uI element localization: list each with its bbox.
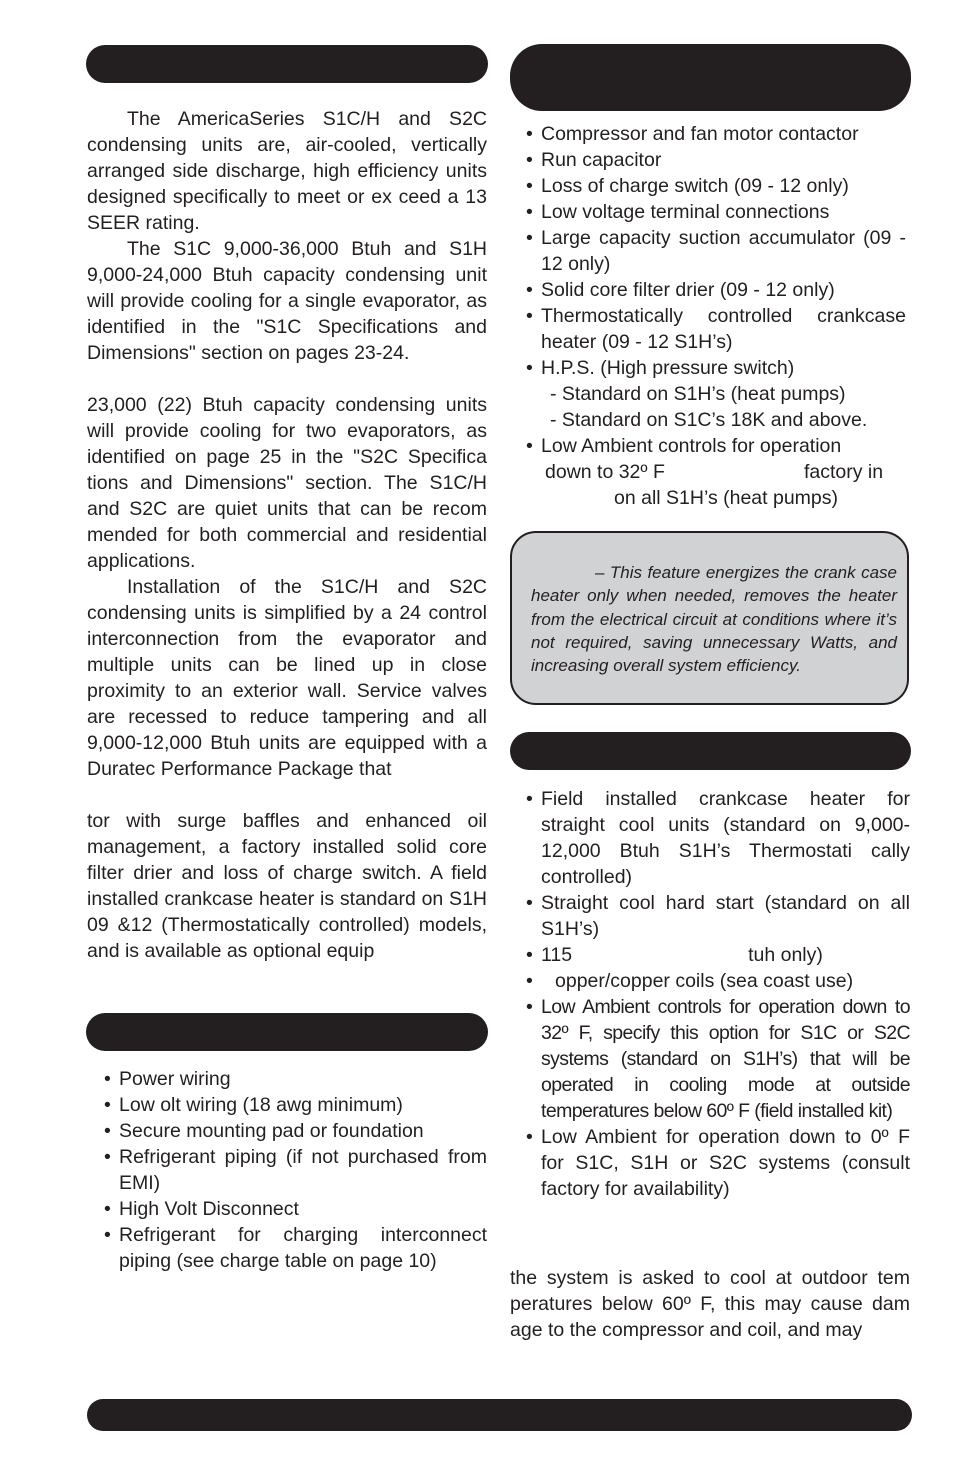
intro-paragraph-1: The AmericaSeries S1C/H and S2C condensing units are, air-cooled, vertically arranged side discharge, high efficiency units designed specifically to meet or ex ceed a 13 SEER rating. — [87, 108, 487, 234]
section-header-bar-standard-features — [510, 44, 911, 111]
note-text: – This feature energizes the crank case heater only when needed, removes the heater from the electrical circuit at conditions where it’s not required, saving unnecessary Watts, and increasing overall system efficiency. — [531, 563, 897, 676]
low-ambient-line-3: on all S1H’s (heat pumps) — [614, 487, 839, 509]
list-item: • Power wiring — [104, 1066, 487, 1092]
low-ambient-line-2b: factory in — [804, 461, 884, 483]
list-item: • Field installed crankcase heater for straight cool units (standard on 9,000-12,000 Btuh S1H’s Thermostati cally controlled) — [526, 786, 910, 890]
option-115-part-a: 115 — [541, 944, 573, 966]
section-header-bar-field-supplied — [86, 1013, 488, 1051]
option-115-part-b: tuh only) — [748, 944, 823, 966]
footer-bar — [87, 1399, 912, 1431]
standard-features-section — [526, 121, 906, 511]
low-ambient-line-2a: down to 32º F — [545, 461, 665, 483]
hps-sub-item: - Standard on S1C’s 18K and above. — [550, 409, 868, 431]
list-item: • Low Ambient for operation down to 0º F for S1C, S1H or S2C systems (consult factory for availability) — [526, 1124, 910, 1202]
list-item: • Solid core filter drier (09 - 12 only) — [526, 277, 906, 303]
intro-paragraph-3: 23,000 (22) Btuh capacity condensing units will provide cooling for two evaporators, as identified on page 25 in the "S2C Specifica tions and Dimensions" section. The S1C/H and S2C are quiet units that can be recom mended for both commercial and residential applications. — [87, 394, 487, 572]
list-item: • Thermostatically controlled crankcase heater (09 - 12 S1H’s) — [526, 303, 906, 355]
intro-paragraph-2: The S1C 9,000-36,000 Btuh and S1H 9,000-24,000 Btuh capacity condensing unit will provide cooling for a single evaporator, as identified in the "S1C Specifications and Dimensions" section on pages 23-24. — [87, 238, 487, 364]
list-item: • opper/copper coils (sea coast use) — [526, 968, 910, 994]
caution-text: the system is asked to cool at outdoor tem peratures below 60º F, this may cause dam age to the compressor and coil, and may — [510, 1267, 910, 1341]
list-item: • Refrigerant piping (if not purchased from EMI) — [104, 1144, 487, 1196]
list-item: • Secure mounting pad or foundation — [104, 1118, 487, 1144]
section-header-bar-intro — [86, 45, 488, 83]
low-ambient-list — [526, 433, 906, 511]
list-item: • Straight cool hard start (standard on all S1H’s) — [526, 890, 910, 942]
field-supplied-list — [104, 1066, 487, 1274]
field-supplied-section — [104, 1066, 487, 1274]
low-ambient-item — [526, 433, 906, 511]
section-header-bar-options — [510, 732, 911, 770]
intro-paragraph-5: tor with surge baffles and enhanced oil management, a factory installed solid core filter drier and loss of charge switch. A field installed crankcase heater is standard on S1H 09 &12 (Thermostatically controlled) models, and is available as optional equip — [87, 810, 487, 962]
options-list — [526, 786, 910, 1202]
options-section — [526, 786, 910, 1202]
list-item: • Large capacity suction accumulator (09 - 12 only) — [526, 225, 906, 277]
hps-sub-item: - Standard on S1H’s (heat pumps) — [550, 383, 846, 405]
caution-paragraph — [510, 1265, 910, 1343]
standard-features-list — [526, 121, 906, 381]
intro-section — [87, 106, 487, 964]
list-item: • Loss of charge switch (09 - 12 only) — [526, 173, 906, 199]
note-box — [510, 531, 909, 705]
list-item: • Run capacitor — [526, 147, 906, 173]
list-item: • Low voltage terminal connections — [526, 199, 906, 225]
list-item: • H.P.S. (High pressure switch) — [526, 355, 906, 381]
list-item: • Low Ambient controls for operation down to 32º F, specify this option for S1C or S2C systems (standard on S1H’s) that will be operated in cooling mode at outside temperatures below 60º F (field installed kit) — [526, 994, 910, 1124]
list-item: • Compressor and fan motor contactor — [526, 121, 906, 147]
low-ambient-line-1: • Low Ambient controls for operation — [541, 435, 842, 457]
list-item: • Low olt wiring (18 awg minimum) — [104, 1092, 487, 1118]
low-ambient-line-2 — [541, 459, 906, 485]
list-item: • Refrigerant for charging interconnect piping (see charge table on page 10) — [104, 1222, 487, 1274]
list-item — [526, 942, 910, 968]
list-item: • High Volt Disconnect — [104, 1196, 487, 1222]
intro-paragraph-4: Installation of the S1C/H and S2C condensing units is simplified by a 24 control interconnection from the evaporator and multiple units can be lined up in close proximity to an exterior wall. Service valves are recessed to reduce tampering and all 9,000-12,000 Btuh units are equipped with a Duratec Performance Package that — [87, 576, 487, 780]
